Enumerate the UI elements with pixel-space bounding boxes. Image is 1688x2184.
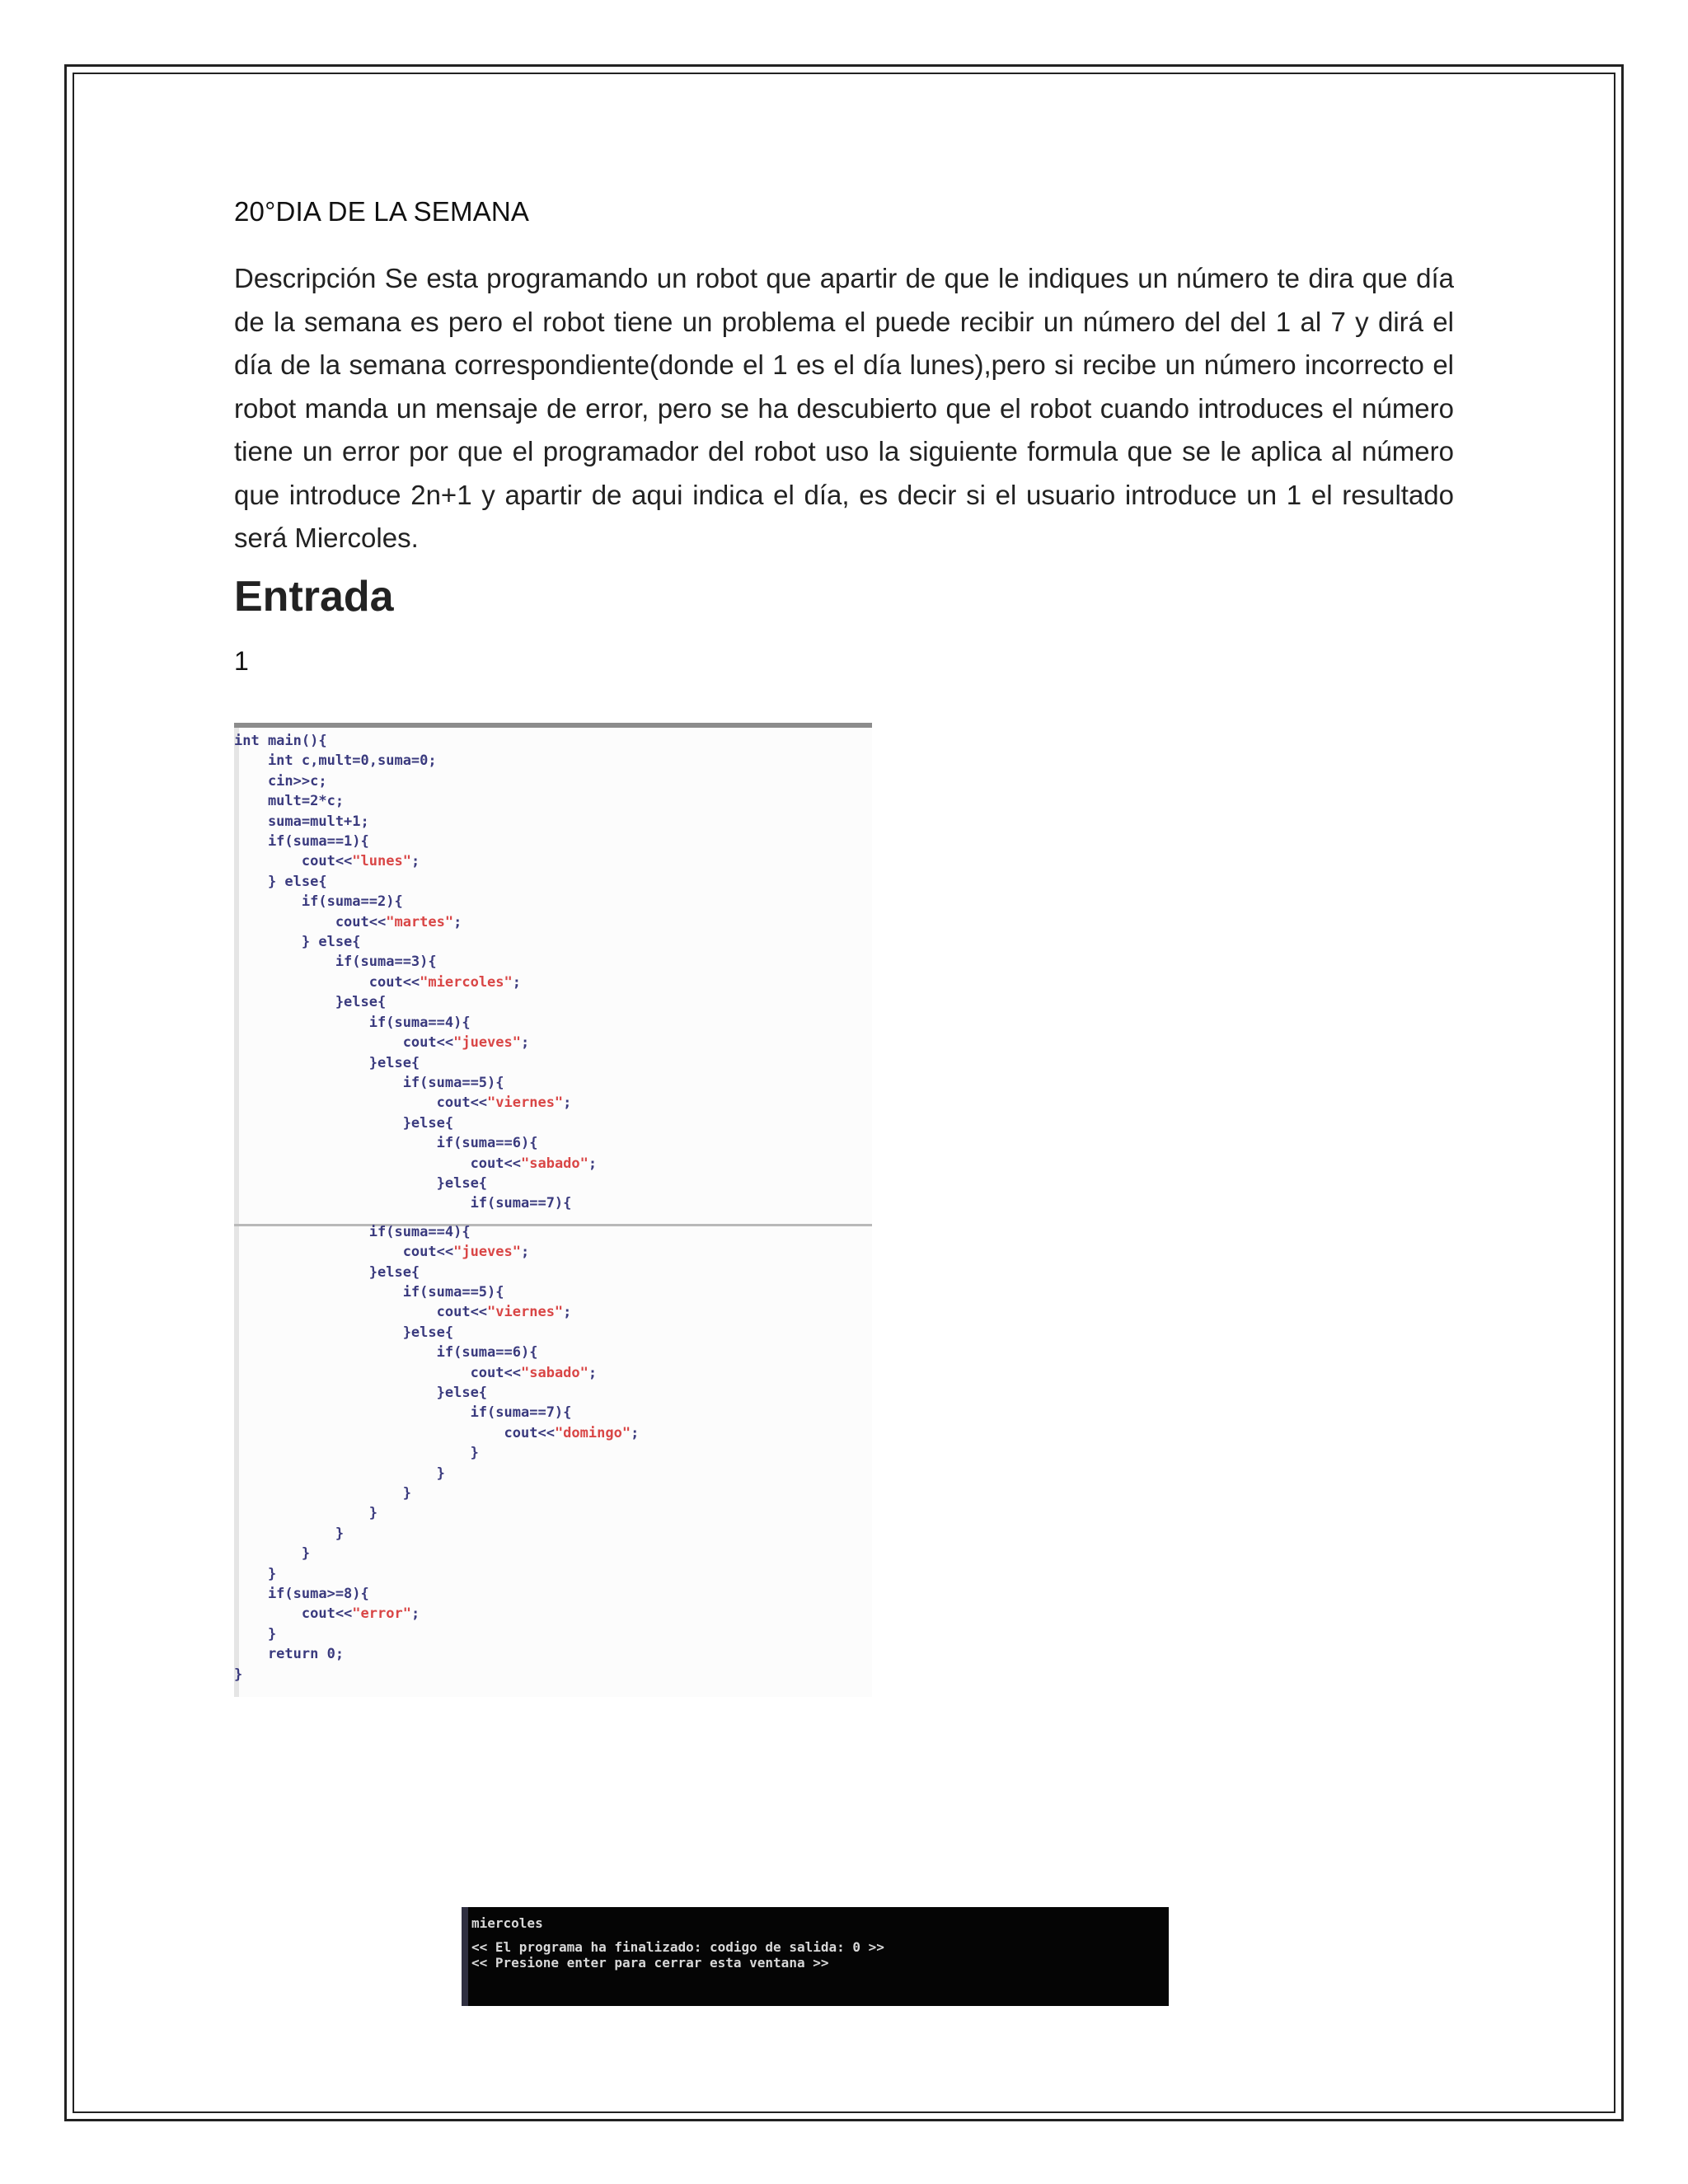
code-token: if(suma==2){ xyxy=(234,893,403,911)
code-token: cout<< xyxy=(234,1094,488,1112)
code-line xyxy=(234,932,639,952)
code-string-literal: "sabado" xyxy=(521,1155,588,1172)
code-token: if(suma==5){ xyxy=(234,1283,504,1301)
document-body xyxy=(234,190,1454,677)
code-string-literal: "lunes" xyxy=(352,853,411,870)
code-token: mult=2*c; xyxy=(234,793,345,810)
code-line xyxy=(234,1282,639,1302)
code-token: ; xyxy=(588,1155,598,1172)
code-token: } xyxy=(234,1505,377,1522)
code-token: ; xyxy=(410,853,420,870)
code-line xyxy=(234,731,639,751)
code-string-literal: "jueves" xyxy=(453,1244,521,1261)
code-token: }else{ xyxy=(234,994,387,1011)
code-line xyxy=(234,1544,639,1563)
code-token: cout<< xyxy=(234,1605,353,1623)
code-line xyxy=(234,1174,639,1193)
code-token: }else{ xyxy=(234,1174,488,1192)
code-line xyxy=(234,1464,639,1483)
code-line xyxy=(234,872,639,892)
code-token: } xyxy=(234,1565,277,1582)
console-output-line: miercoles xyxy=(471,1915,543,1931)
code-string-literal: "martes" xyxy=(386,913,454,930)
input-example-value: 1 xyxy=(234,645,249,676)
code-line xyxy=(234,992,639,1012)
code-line xyxy=(234,1604,639,1624)
code-line xyxy=(234,892,639,912)
code-string-literal: "error" xyxy=(352,1605,411,1623)
code-token: suma=mult+1; xyxy=(234,813,369,830)
code-block-part2 xyxy=(234,1222,639,1685)
code-string-literal: "sabado" xyxy=(521,1364,588,1381)
code-string-literal: "viernes" xyxy=(487,1304,564,1321)
code-token: ; xyxy=(521,1034,530,1052)
code-token: }else{ xyxy=(234,1263,420,1281)
code-token: if(suma==1){ xyxy=(234,833,369,851)
code-token: } xyxy=(234,1666,243,1683)
code-token: ; xyxy=(453,913,462,930)
code-line xyxy=(234,1113,639,1133)
code-screenshot xyxy=(234,723,872,1697)
code-line xyxy=(234,1665,639,1685)
code-token: } else{ xyxy=(234,873,327,890)
code-token: if(suma==7){ xyxy=(234,1195,572,1212)
code-token: }else{ xyxy=(234,1324,454,1341)
code-line xyxy=(234,1503,639,1523)
code-line xyxy=(234,812,639,832)
code-line xyxy=(234,1302,639,1322)
console-text xyxy=(471,1915,884,1971)
code-line xyxy=(234,952,639,972)
code-token: } xyxy=(234,1465,445,1482)
code-line xyxy=(234,1033,639,1052)
code-token: cout<< xyxy=(234,913,387,930)
code-token: if(suma==4){ xyxy=(234,1223,471,1240)
code-token: if(suma==4){ xyxy=(234,1014,471,1031)
code-line xyxy=(234,1644,639,1664)
code-line xyxy=(234,1073,639,1093)
code-token: int main(){ xyxy=(234,733,327,749)
code-line xyxy=(234,1093,639,1113)
code-line xyxy=(234,1133,639,1153)
code-line xyxy=(234,1323,639,1343)
code-token: } xyxy=(234,1525,345,1542)
code-line xyxy=(234,1263,639,1282)
console-exit-line: << El programa ha finalizado: codigo de salida: 0 >> xyxy=(471,1939,884,1955)
section-heading-entrada: Entrada xyxy=(234,572,394,621)
code-line xyxy=(234,1363,639,1383)
code-token: if(suma==6){ xyxy=(234,1135,538,1152)
code-line xyxy=(234,1154,639,1174)
exercise-title: 20°DIA DE LA SEMANA xyxy=(234,196,530,227)
code-listing xyxy=(234,731,639,1685)
code-token: cin>>c; xyxy=(234,772,327,790)
code-token: ; xyxy=(588,1364,598,1381)
code-line xyxy=(234,1343,639,1362)
code-line xyxy=(234,1053,639,1073)
code-line xyxy=(234,1524,639,1544)
code-string-literal: "jueves" xyxy=(453,1034,521,1052)
code-token: if(suma==5){ xyxy=(234,1074,504,1091)
code-line xyxy=(234,1624,639,1644)
code-line xyxy=(234,1383,639,1403)
code-line xyxy=(234,1423,639,1443)
code-line xyxy=(234,771,639,791)
code-line xyxy=(234,1483,639,1503)
code-line xyxy=(234,832,639,851)
code-token: cout<< xyxy=(234,1304,488,1321)
code-editor-top-bar xyxy=(234,723,872,728)
console-prompt-line: << Presione enter para cerrar esta ventana >> xyxy=(471,1955,829,1971)
code-line xyxy=(234,972,639,992)
code-line xyxy=(234,751,639,771)
code-line xyxy=(234,791,639,811)
code-token: } xyxy=(234,1545,311,1563)
code-token: ; xyxy=(410,1605,420,1623)
code-token: return 0; xyxy=(234,1646,345,1663)
code-token: if(suma==7){ xyxy=(234,1404,572,1422)
console-output-screenshot xyxy=(462,1907,1169,2006)
code-token: } xyxy=(234,1445,479,1462)
code-token: } else{ xyxy=(234,934,361,951)
exercise-description: Descripción Se esta programando un robot que apartir de que le indiques un número te dira que día de la semana es pero el robot tiene un problema el puede recibir un número del del 1 al 7 y dirá el día de la semana correspondiente(donde el 1 es el día lunes),pero si recibe un número incorrecto el robot manda un mensaje de error, pero se ha descubierto que el robot cuando introduces el número tiene un error por que el programador del robot uso la siguiente formula que se le aplica al número que introduce 2n+1 y apartir de aqui indica el día, es decir si el usuario introduce un 1 el resultado será Miercoles. xyxy=(234,263,1454,553)
code-line xyxy=(234,1564,639,1584)
code-line xyxy=(234,1242,639,1262)
code-line xyxy=(234,1403,639,1422)
code-token: ; xyxy=(631,1424,640,1441)
code-block-part1 xyxy=(234,731,639,1214)
code-line xyxy=(234,1222,639,1242)
code-token: }else{ xyxy=(234,1385,488,1401)
code-token: } xyxy=(234,1625,277,1643)
code-token: cout<< xyxy=(234,1034,454,1052)
code-token: ; xyxy=(563,1304,572,1321)
code-token: }else{ xyxy=(234,1114,454,1132)
code-token: if(suma>=8){ xyxy=(234,1586,369,1603)
code-string-literal: "miercoles" xyxy=(420,973,513,991)
code-token: cout<< xyxy=(234,1155,521,1172)
code-line xyxy=(234,912,639,932)
code-token: } xyxy=(234,1485,411,1502)
code-token: if(suma==3){ xyxy=(234,954,437,971)
code-token: cout<< xyxy=(234,1244,454,1261)
code-token: ; xyxy=(563,1094,572,1112)
console-scroll-edge xyxy=(462,1907,468,2006)
code-token: cout<< xyxy=(234,853,353,870)
code-token: ; xyxy=(512,973,522,991)
code-token: int c,mult=0,suma=0; xyxy=(234,752,437,770)
code-line xyxy=(234,851,639,871)
code-line xyxy=(234,1193,639,1213)
code-token: cout<< xyxy=(234,1364,521,1381)
code-line xyxy=(234,1443,639,1463)
code-token: cout<< xyxy=(234,1424,555,1441)
code-token: if(suma==6){ xyxy=(234,1344,538,1361)
code-line xyxy=(234,1013,639,1033)
code-string-literal: "viernes" xyxy=(487,1094,564,1112)
code-token: cout<< xyxy=(234,973,420,991)
code-token: ; xyxy=(521,1244,530,1261)
code-token: }else{ xyxy=(234,1054,420,1071)
code-line xyxy=(234,1584,639,1604)
code-string-literal: "domingo" xyxy=(554,1424,631,1441)
